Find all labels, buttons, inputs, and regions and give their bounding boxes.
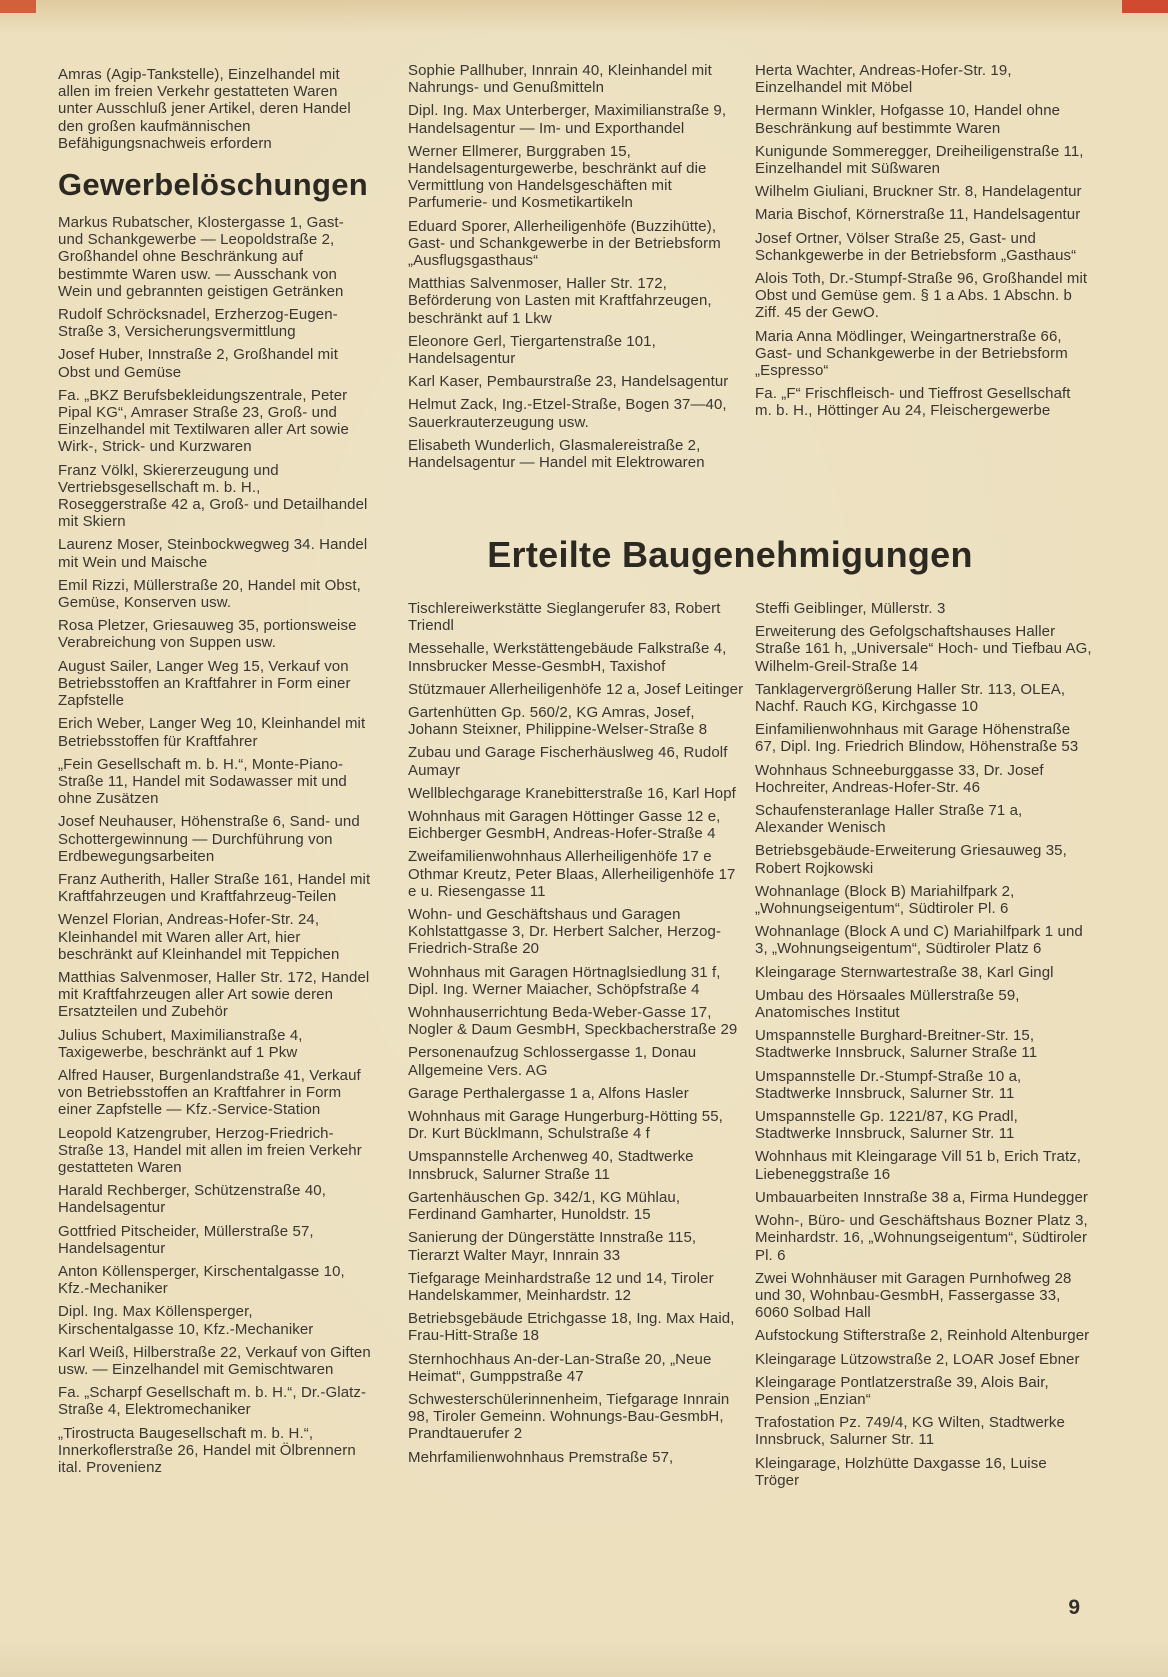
bau-entry: Umspannstelle Gp. 1221/87, KG Pradl, Stadtwerke Innsbruck, Salurner Str. 11 <box>755 1108 1018 1143</box>
gewerbe-entry: Kunigunde Sommeregger, Dreiheiligenstraße 11, Einzelhandel mit Süßwaren <box>755 142 1084 178</box>
bau-entry: Aufstockung Stifterstraße 2, Reinhold Altenburger <box>755 1327 1090 1345</box>
bau-entry: Wohnhaus mit Garage Hungerburg-Hötting 55, Dr. Kurt Bücklmann, Schulstraße 4 f <box>408 1108 723 1143</box>
bau-entry: Wohnanlage (Block A und C) Mariahilfpark 1 und 3, „Wohnungseigentum“, Südtiroler Platz 6 <box>755 923 1083 958</box>
gewerbe-entry: Josef Huber, Innstraße 2, Großhandel mit Obst und Gemüse <box>58 346 338 381</box>
gewerbe-entry: Eduard Sporer, Allerheiligenhöfe (Buzzihütte), Gast- und Schankgewerbe in der Betriebsform „Ausflugsgasthaus“ <box>408 217 721 270</box>
bau-entry: Umbau des Hörsaales Müllerstraße 59, Anatomisches Institut <box>755 986 1020 1022</box>
bau-entry: Wohn- und Geschäftshaus und Garagen Kohlstattgasse 3, Dr. Herbert Salcher, Herzog-Friedrich-Straße 20 <box>408 906 722 958</box>
gewerbe-entry: Maria Anna Mödlinger, Weingartnerstraße 66, Gast- und Schankgewerbe in der Betriebsform „Espresso“ <box>755 327 1068 380</box>
gewerbe-entry: Herta Wachter, Andreas-Hofer-Str. 19, Einzelhandel mit Möbel <box>755 62 1012 97</box>
gewerbe-entry: „Tirostructa Baugesellschaft m. b. H.“, Innerkoflerstraße 26, Handel mit Ölbrennern ital. Provenienz <box>58 1424 356 1477</box>
gewerbe-entry: Matthias Salvenmoser, Haller Str. 172, Beförderung von Lasten mit Kraftfahrzeugen, beschränkt auf 1 Lkw <box>408 275 712 327</box>
bau-entry: Erweiterung des Gefolgschaftshauses Haller Straße 161 h, „Universale“ Hoch- und Tiefbau AG, Wilhelm-Greil-Straße 14 <box>755 623 1092 675</box>
bau-entry: Wohnhaus mit Kleingarage Vill 51 b, Erich Tratz, Liebeneggstraße 16 <box>755 1148 1082 1183</box>
gewerbe-entry: Erich Weber, Langer Weg 10, Kleinhandel mit Betriebsstoffen für Kraftfahrer <box>58 715 366 750</box>
bau-entry: Trafostation Pz. 749/4, KG Wilten, Stadtwerke Innsbruck, Salurner Str. 11 <box>755 1414 1065 1449</box>
print-mark-right <box>1122 0 1168 13</box>
continued-entry: Amras (Agip-Tankstelle), Einzelhandel mit allen im freien Verkehr gestatteten Waren unter Ausschluß jener Artikel, deren Handel den großen kaufmännischen Befähigungsnachweis erfordern <box>58 66 351 152</box>
gewerbe-entry: „Fein Gesellschaft m. b. H.“, Monte-Piano-Straße 11, Handel mit Sodawasser mit und ohne Zusätzen <box>58 755 347 808</box>
bau-entry: Wohnhaus Schneeburggasse 33, Dr. Josef Hochreiter, Andreas-Hofer-Str. 46 <box>755 761 1044 796</box>
bau-entry: Einfamilienwohnhaus mit Garage Höhenstraße 67, Dipl. Ing. Friedrich Blindow, Höhenstraße 53 <box>755 721 1079 756</box>
gewerbe-entry: Gottfried Pitscheider, Müllerstraße 57, Handelsagentur <box>58 1222 314 1257</box>
gewerbe-entry: Werner Ellmerer, Burggraben 15, Handelsagenturgewerbe, beschränkt auf die Vermittlung von Handelsgeschäften mit Parfumerie- und Kosmetikartikeln <box>408 142 707 212</box>
bau-entry: Umspannstelle Archenweg 40, Stadtwerke Innsbruck, Salurner Straße 11 <box>408 1148 694 1183</box>
bau-entry: Umspannstelle Dr.-Stumpf-Straße 10 a, Stadtwerke Innsbruck, Salurner Str. 11 <box>755 1067 1022 1102</box>
bau-entry: Garage Perthalergasse 1 a, Alfons Hasler <box>408 1084 689 1102</box>
bau-entry: Personenaufzug Schlossergasse 1, Donau Allgemeine Vers. AG <box>408 1044 697 1079</box>
gewerbe-entry: Alois Toth, Dr.-Stumpf-Straße 96, Großhandel mit Obst und Gemüse gem. § 1 a Abs. 1 Abschn. b Ziff. 45 der GewO. <box>755 270 1088 322</box>
column-middle-gewerbe <box>408 62 740 477</box>
bau-entry: Sanierung der Düngerstätte Innstraße 115, Tierarzt Walter Mayr, Innrain 33 <box>408 1229 697 1264</box>
gewerbe-entry: Fa. „Scharpf Gesellschaft m. b. H.“, Dr.-Glatz-Straße 4, Elektromechaniker <box>58 1384 367 1419</box>
bau-entry: Gartenhütten Gp. 560/2, KG Amras, Josef, Johann Steixner, Philippine-Welser-Straße 8 <box>408 704 708 739</box>
bau-entry: Zweifamilienwohnhaus Allerheiligenhöfe 17 e Othmar Kreutz, Peter Blaas, Allerheiligenhöfe 17 e u. Riesengasse 11 <box>408 848 736 900</box>
bau-entry: Zubau und Garage Fischerhäuslweg 46, Rudolf Aumayr <box>408 744 728 779</box>
gewerbe-entry: Markus Rubatscher, Klostergasse 1, Gast- und Schankgewerbe — Leopoldstraße 2, Großhandel ohne Beschränkung auf bestimmte Waren usw. — Ausschank von Wein und gebrannten geistigen Getränken <box>58 214 344 300</box>
gewerbe-entry: Wilhelm Giuliani, Bruckner Str. 8, Handelagentur <box>755 183 1082 201</box>
gewerbe-entry: Julius Schubert, Maximilianstraße 4, Taxigewerbe, beschränkt auf 1 Pkw <box>58 1026 303 1061</box>
gewerbe-entry: Alfred Hauser, Burgenlandstraße 41, Verkauf von Betriebsstoffen an Kraftfahrer in Form einer Zapfstelle — Kfz.-Service-Station <box>58 1066 361 1119</box>
column-middle-bau <box>408 600 746 1472</box>
bau-entry: Schwesterschülerinnenheim, Tiefgarage Innrain 98, Tiroler Gemeinn. Wohnungs-Bau-GesmbH, Prandtauerufer 2 <box>408 1390 730 1443</box>
bau-entry: Steffi Geiblinger, Müllerstr. 3 <box>755 600 946 617</box>
gewerbe-entry: Josef Ortner, Völser Straße 25, Gast- und Schankgewerbe in der Betriebsform „Gasthaus“ <box>755 229 1077 264</box>
gewerbe-entry: Dipl. Ing. Max Köllensperger, Kirschentalgasse 10, Kfz.-Mechaniker <box>58 1303 314 1338</box>
gewerbe-entry: Maria Bischof, Körnerstraße 11, Handelsagentur <box>755 206 1081 224</box>
bau-entry: Umbauarbeiten Innstraße 38 a, Firma Hundegger <box>755 1188 1089 1206</box>
bau-entry: Zwei Wohnhäuser mit Garagen Purnhofweg 28 und 30, Wohnbau-GesmbH, Fassergasse 33, 6060 Solbad Hall <box>755 1269 1072 1322</box>
bau-entry: Wellblechgarage Kranebitterstraße 16, Karl Hopf <box>408 784 736 802</box>
bau-entry: Kleingarage Pontlatzerstraße 39, Alois Bair, Pension „Enzian“ <box>755 1373 1049 1408</box>
bau-entry: Tischlereiwerkstätte Sieglangerufer 83, Robert Triendl <box>408 600 721 635</box>
bau-entry: Wohn-, Büro- und Geschäftshaus Bozner Platz 3, Meinhardstr. 16, „Wohnungseigentum“, Südtiroler Pl. 6 <box>755 1212 1088 1264</box>
gewerbe-entry: Sophie Pallhuber, Innrain 40, Kleinhandel mit Nahrungs- und Genußmitteln <box>408 62 712 97</box>
bau-entry: Betriebsgebäude Etrichgasse 18, Ing. Max Haid, Frau-Hitt-Straße 18 <box>408 1310 735 1345</box>
print-mark-left <box>0 0 36 13</box>
bau-entry: Sternhochhaus An-der-Lan-Straße 20, „Neue Heimat“, Gumppstraße 47 <box>408 1350 712 1385</box>
gewerbe-entry: Emil Rizzi, Müllerstraße 20, Handel mit Obst, Gemüse, Konserven usw. <box>58 576 361 612</box>
bau-entry: Wohnhauserrichtung Beda-Weber-Gasse 17, Nogler & Daum GesmbH, Speckbacherstraße 29 <box>408 1004 738 1039</box>
gewerbe-entry: Josef Neuhauser, Höhenstraße 6, Sand- und Schottergewinnung — Durchführung von Erdbewegungsarbeiten <box>58 813 360 865</box>
gewerbe-entry: Anton Köllensperger, Kirschentalgasse 10, Kfz.-Mechaniker <box>58 1262 345 1298</box>
gewerbe-entry: Helmut Zack, Ing.-Etzel-Straße, Bogen 37—40, Sauerkrauterzeugung usw. <box>408 396 727 431</box>
column-left <box>58 66 372 1482</box>
gewerbe-entry: Fa. „F“ Frischfleisch- und Tieffrost Gesellschaft m. b. H., Höttinger Au 24, Fleischergewerbe <box>755 385 1071 420</box>
bau-entry: Gartenhäuschen Gp. 342/1, KG Mühlau, Ferdinand Gamharter, Hunoldstr. 15 <box>408 1188 681 1224</box>
gewerbe-entry: August Sailer, Langer Weg 15, Verkauf von Betriebsstoffen an Kraftfahrer in Form einer Zapfstelle <box>58 657 351 710</box>
gewerbe-entry: Hermann Winkler, Hofgasse 10, Handel ohne Beschränkung auf bestimmte Waren <box>755 102 1061 137</box>
gewerbe-entry: Eleonore Gerl, Tiergartenstraße 101, Handelsagentur <box>408 332 656 368</box>
column-right-gewerbe <box>755 62 1091 426</box>
page-number: 9 <box>1068 1596 1080 1619</box>
gewerbe-entries-col1 <box>58 214 372 1476</box>
bau-entry: Wohnhaus mit Garagen Hörtnaglsiedlung 31 f, Dipl. Ing. Werner Maiacher, Schöpfstraße 4 <box>408 963 721 998</box>
bau-entry: Kleingarage, Holzhütte Daxgasse 16, Luise Tröger <box>755 1454 1047 1489</box>
bau-entry: Stützmauer Allerheiligenhöfe 12 a, Josef Leitinger <box>408 680 744 698</box>
gewerbe-entry: Rudolf Schröcksnadel, Erzherzog-Eugen-Straße 3, Versicherungsvermittlung <box>58 306 338 341</box>
bau-entry: Betriebsgebäude-Erweiterung Griesauweg 35, Robert Rojkowski <box>755 842 1067 877</box>
bau-entry: Kleingarage Sternwartestraße 38, Karl Gingl <box>755 963 1054 981</box>
gewerbe-entry: Karl Kaser, Pembaurstraße 23, Handelsagentur <box>408 373 729 391</box>
bau-entry: Tanklagervergrößerung Haller Str. 113, OLEA, Nachf. Rauch KG, Kirchgasse 10 <box>755 680 1066 716</box>
column-right-bau <box>755 600 1093 1495</box>
gewerbe-entry: Dipl. Ing. Max Unterberger, Maximilianstraße 9, Handelsagentur — Im- und Exporthandel <box>408 102 727 137</box>
bau-entry: Tiefgarage Meinhardstraße 12 und 14, Tiroler Handelskammer, Meinhardstr. 12 <box>408 1269 714 1304</box>
bau-entry: Mehrfamilienwohnhaus Premstraße 57, <box>408 1448 674 1466</box>
gewerbe-entry: Rosa Pletzer, Griesauweg 35, portionsweise Verabreichung von Suppen usw. <box>58 617 357 652</box>
section-title-baugenehmigungen: Erteilte Baugenehmigungen <box>487 534 973 575</box>
bau-entry: Messehalle, Werkstättengebäude Falkstraße 4, Innsbrucker Messe-GesmbH, Taxishof <box>408 640 727 675</box>
gewerbe-entry: Franz Völkl, Skiererzeugung und Vertriebsgesellschaft m. b. H., Roseggerstraße 42 a, Groß- und Detailhandel mit Skiern <box>58 461 368 531</box>
gewerbe-entry: Fa. „BKZ Berufsbekleidungszentrale, Peter Pipal KG“, Amraser Straße 23, Groß- und Einzelhandel mit Textilwaren aller Art sowie Wirk-, Strick- und Kurzwaren <box>58 386 349 456</box>
gewerbe-entry: Leopold Katzengruber, Herzog-Friedrich-Straße 13, Handel mit allen im freien Verkehr gestatteten Waren <box>58 1124 362 1176</box>
gewerbe-entry: Laurenz Moser, Steinbockwegweg 34. Handel mit Wein und Maische <box>58 536 368 571</box>
gewerbe-entry: Elisabeth Wunderlich, Glasmalereistraße 2, Handelsagentur — Handel mit Elektrowaren <box>408 436 705 472</box>
bau-entry: Umspannstelle Burghard-Breitner-Str. 15, Stadtwerke Innsbruck, Salurner Straße 11 <box>755 1027 1038 1062</box>
bau-entry: Schaufensteranlage Haller Straße 71 a, Alexander Wenisch <box>755 802 1023 837</box>
gewerbe-entry: Franz Autherith, Haller Straße 161, Handel mit Kraftfahrzeugen und Kraftfahrzeug-Teilen <box>58 870 371 906</box>
bau-entry: Kleingarage Lützowstraße 2, LOAR Josef Ebner <box>755 1350 1080 1368</box>
gewerbe-entry: Matthias Salvenmoser, Haller Str. 172, Handel mit Kraftfahrzeugen aller Art sowie deren Ersatzteilen und Zubehör <box>58 968 370 1021</box>
section-title-gewerbeloeschungen: Gewerbelöschungen <box>58 167 368 203</box>
gewerbe-entry: Karl Weiß, Hilberstraße 22, Verkauf von Giften usw. — Einzelhandel mit Gemischtwaren <box>58 1343 371 1378</box>
gewerbe-entry: Wenzel Florian, Andreas-Hofer-Str. 24, Kleinhandel mit Waren aller Art, hier beschränkt auf Kleinhandel mit Teppichen <box>58 911 340 963</box>
gewerbe-entry: Harald Rechberger, Schützenstraße 40, Handelsagentur <box>58 1182 327 1217</box>
bau-entry: Wohnanlage (Block B) Mariahilfpark 2, „Wohnungseigentum“, Südtiroler Pl. 6 <box>755 882 1015 918</box>
bau-entry: Wohnhaus mit Garagen Höttinger Gasse 12 e, Eichberger GesmbH, Andreas-Hofer-Straße 4 <box>408 808 721 843</box>
